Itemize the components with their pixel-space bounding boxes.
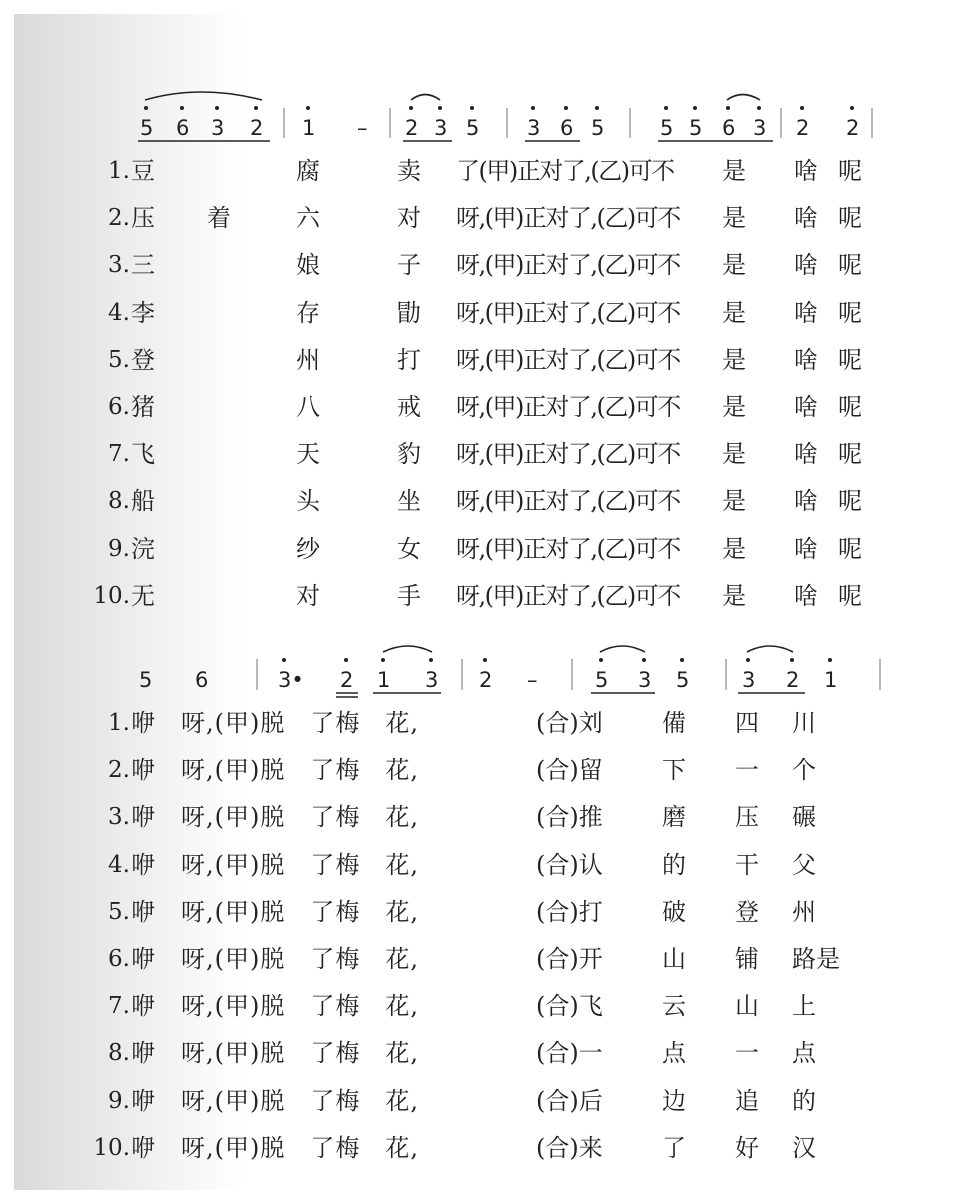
verse-number: 3. (108, 804, 130, 831)
lyric-f: 是 (722, 251, 746, 280)
lyric-refrain: 咿 呀,(甲)脱 了梅 花, (131, 756, 419, 785)
lyric-d: 对 (397, 204, 421, 233)
lyric-refrain: 咿 呀,(甲)脱 了梅 花, (131, 803, 419, 832)
lyric-a: (合)开 (536, 945, 603, 973)
lyric-d: 戒 (397, 393, 421, 421)
lyric-a: (合)飞 (536, 992, 603, 1021)
lyric-d: 豹 (397, 440, 421, 469)
lyric-f: 是 (722, 345, 746, 374)
lyric-h: 呢 (838, 581, 862, 610)
note: 1 (377, 668, 391, 692)
lyric-b: 云 (662, 992, 686, 1021)
lyric-b: 下 (662, 756, 686, 785)
note: 2 (250, 116, 264, 140)
lyric-c: 娘 (296, 251, 320, 280)
lyric-d: 坐 (397, 487, 421, 516)
lyric-e: 呀,(甲)正对了,(乙)可不 (456, 204, 680, 233)
lyric-refrain: 咿 呀,(甲)脱 了梅 花, (131, 1039, 419, 1068)
lyric-d: 上 (792, 992, 816, 1021)
lyric-e: 呀,(甲)正对了,(乙)可不 (456, 298, 680, 327)
lyric-h: 呢 (838, 157, 862, 185)
lyric-d: 汉 (792, 1133, 816, 1162)
lyric-c: 腐 (296, 157, 320, 185)
lyric-g: 啥 (794, 204, 818, 233)
verse-number: 9. (108, 1087, 130, 1114)
lyric-g: 啥 (794, 440, 818, 469)
note: 3 (527, 116, 541, 140)
lyric-e: 了(甲)正对了,(乙)可不 (456, 157, 674, 185)
lyric-d: 点 (792, 1039, 816, 1068)
verse-number: 7. (108, 441, 130, 468)
lyric-h: 呢 (838, 393, 862, 421)
lyric-a: (合)留 (536, 756, 603, 785)
lyric-g: 啥 (794, 581, 818, 610)
lyric-h: 呢 (838, 298, 862, 327)
lyric-c: 纱 (296, 534, 320, 563)
lyric-f: 是 (722, 581, 746, 610)
note: 5 (660, 116, 674, 140)
lyric-h: 呢 (838, 345, 862, 374)
lyric-d: 碾 (792, 803, 816, 832)
lyric-refrain: 咿 呀,(甲)脱 了梅 花, (131, 897, 419, 926)
verse-number: 6. (108, 946, 130, 972)
lyric-g: 啥 (794, 534, 818, 563)
lyric-refrain: 咿 呀,(甲)脱 了梅 花, (131, 850, 419, 879)
lyric-g: 啥 (794, 298, 818, 327)
verse-number: 2. (108, 205, 130, 232)
lyric-e: 呀,(甲)正对了,(乙)可不 (456, 345, 680, 374)
lyric-e: 呀,(甲)正对了,(乙)可不 (456, 393, 680, 421)
lyric-refrain: 咿 呀,(甲)脱 了梅 花, (131, 945, 419, 973)
lyric-a: 三 (131, 251, 155, 280)
lyric-a: (合)推 (536, 803, 603, 832)
lyric-f: 是 (722, 157, 746, 185)
verse-number: 4. (108, 299, 130, 326)
lyric-c: 天 (296, 440, 320, 469)
lyric-d: 子 (397, 251, 421, 280)
lyric-g: 啥 (794, 251, 818, 280)
verse-number: 8. (108, 1040, 130, 1067)
lyric-d: 州 (792, 897, 816, 926)
verse-number: 6. (108, 394, 130, 420)
lyric-refrain: 咿 呀,(甲)脱 了梅 花, (131, 1133, 419, 1162)
lyric-a: 压 (131, 204, 155, 233)
lyric-c: 六 (296, 204, 320, 233)
lyric-a: 船 (131, 487, 155, 516)
lyric-a: (合)认 (536, 850, 603, 879)
lyric-e: 呀,(甲)正对了,(乙)可不 (456, 581, 680, 610)
lyric-e: 呀,(甲)正对了,(乙)可不 (456, 251, 680, 280)
lyric-d: 女 (397, 534, 421, 563)
note: 2 (846, 116, 860, 140)
lyric-refrain: 咿 呀,(甲)脱 了梅 花, (131, 992, 419, 1021)
lyric-d: 川 (792, 709, 816, 737)
lyric-b: 点 (662, 1039, 686, 1068)
lyric-b: 備 (662, 709, 686, 737)
note: 5 (466, 116, 480, 140)
lyric-g: 啥 (794, 487, 818, 516)
note: 6 (722, 116, 736, 140)
notation-line-2 (139, 646, 880, 697)
note: 3 (753, 116, 767, 140)
lyric-h: 呢 (838, 534, 862, 563)
note: 2 (340, 668, 354, 692)
note: 3 (425, 668, 439, 692)
lyric-c: 一 (735, 1039, 759, 1068)
lyric-b: 了 (662, 1133, 686, 1162)
verse-number: 8. (108, 488, 130, 515)
lyric-a: 猪 (131, 393, 155, 421)
notation-line-1 (138, 92, 872, 141)
lyric-h: 呢 (838, 251, 862, 280)
note: 1 (824, 668, 838, 692)
note: 2 (405, 116, 419, 140)
lyric-b: 的 (662, 850, 686, 879)
lyric-a: (合)刘 (536, 709, 603, 737)
lyric-f: 是 (722, 487, 746, 516)
lyric-a: (合)一 (536, 1039, 603, 1068)
verse-number: 2. (108, 757, 130, 784)
lyric-c: 八 (296, 393, 320, 421)
lyric-c: 登 (735, 897, 759, 926)
lyric-a: 登 (131, 345, 155, 374)
verse-number: 9. (108, 535, 130, 562)
lyric-c: 州 (296, 345, 320, 374)
lyric-a: (合)后 (536, 1086, 603, 1115)
lyric-d: 父 (792, 850, 816, 879)
note: 3• (278, 668, 304, 692)
lyric-h: 呢 (838, 204, 862, 233)
note: 2 (796, 116, 810, 140)
lyric-g: 啥 (794, 157, 818, 185)
lyric-a: 李 (131, 298, 155, 327)
lyric-h: 呢 (838, 440, 862, 469)
lyric-c: 干 (735, 850, 759, 879)
lyric-refrain: 咿 呀,(甲)脱 了梅 花, (131, 1086, 419, 1115)
note: – (527, 668, 538, 692)
note: 2 (786, 668, 800, 692)
verse-number: 1. (108, 710, 130, 736)
lyric-f: 是 (722, 298, 746, 327)
lyric-h: 呢 (838, 487, 862, 516)
lyric-a: 无 (131, 581, 155, 610)
lyric-a: 豆 (131, 157, 155, 185)
note: 3 (742, 668, 756, 692)
lyric-b: 边 (662, 1086, 686, 1115)
lyric-d: 个 (792, 756, 816, 785)
lyric-g: 啥 (794, 393, 818, 421)
note: 5 (676, 668, 690, 692)
note: 1 (302, 116, 316, 140)
verse-number: 10. (93, 582, 130, 609)
note: 6 (195, 668, 209, 692)
lyric-a: 浣 (131, 534, 155, 563)
lyric-e: 呀,(甲)正对了,(乙)可不 (456, 440, 680, 469)
lyric-b: 磨 (662, 803, 686, 832)
lyric-b: 山 (662, 945, 686, 973)
note: – (357, 116, 368, 140)
verse-number: 5. (108, 898, 130, 925)
lyric-c: 追 (735, 1086, 759, 1115)
note: 6 (560, 116, 574, 140)
note: 5 (591, 116, 605, 140)
note: 5 (140, 116, 154, 140)
note: 3 (434, 116, 448, 140)
lyric-d: 勖 (397, 298, 421, 327)
lyric-f: 是 (722, 534, 746, 563)
note: 3 (638, 668, 652, 692)
lyric-d: 的 (792, 1086, 816, 1115)
note: 3 (211, 116, 225, 140)
lyric-c: 对 (296, 581, 320, 610)
lyric-a: 飞 (131, 440, 155, 469)
lyric-b: 破 (662, 897, 686, 926)
verse-number: 10. (93, 1134, 130, 1161)
lyric-f: 是 (722, 440, 746, 469)
verse-number: 5. (108, 346, 130, 373)
verse-number: 4. (108, 851, 130, 878)
verse-number: 1. (108, 158, 130, 184)
note: 2 (479, 668, 493, 692)
lyric-d: 手 (397, 581, 421, 610)
lyric-a: (合)打 (536, 897, 603, 926)
note: 5 (595, 668, 609, 692)
lyric-e: 呀,(甲)正对了,(乙)可不 (456, 534, 680, 563)
note: 6 (176, 116, 190, 140)
lyric-e: 呀,(甲)正对了,(乙)可不 (456, 487, 680, 516)
lyric-b: 着 (207, 204, 231, 233)
lyric-c: 一 (735, 756, 759, 785)
note: 5 (139, 668, 153, 692)
lyric-d: 打 (397, 345, 421, 374)
lyric-c: 山 (735, 992, 759, 1021)
lyric-c: 铺 (735, 945, 759, 973)
lyric-c: 存 (296, 298, 320, 327)
lyric-c: 头 (296, 487, 320, 516)
lyric-c: 压 (735, 803, 759, 832)
lyric-refrain: 咿 呀,(甲)脱 了梅 花, (131, 709, 419, 737)
lyric-f: 是 (722, 204, 746, 233)
lyric-g: 啥 (794, 345, 818, 374)
verse-number: 3. (108, 252, 130, 279)
note: 5 (689, 116, 703, 140)
lyric-c: 四 (735, 709, 759, 737)
lyric-a: (合)来 (536, 1133, 603, 1162)
lyric-c: 好 (735, 1133, 759, 1162)
lyric-d: 路是 (792, 945, 840, 973)
lyric-f: 是 (722, 393, 746, 421)
verse-number: 7. (108, 993, 130, 1020)
lyric-d: 卖 (397, 157, 421, 185)
